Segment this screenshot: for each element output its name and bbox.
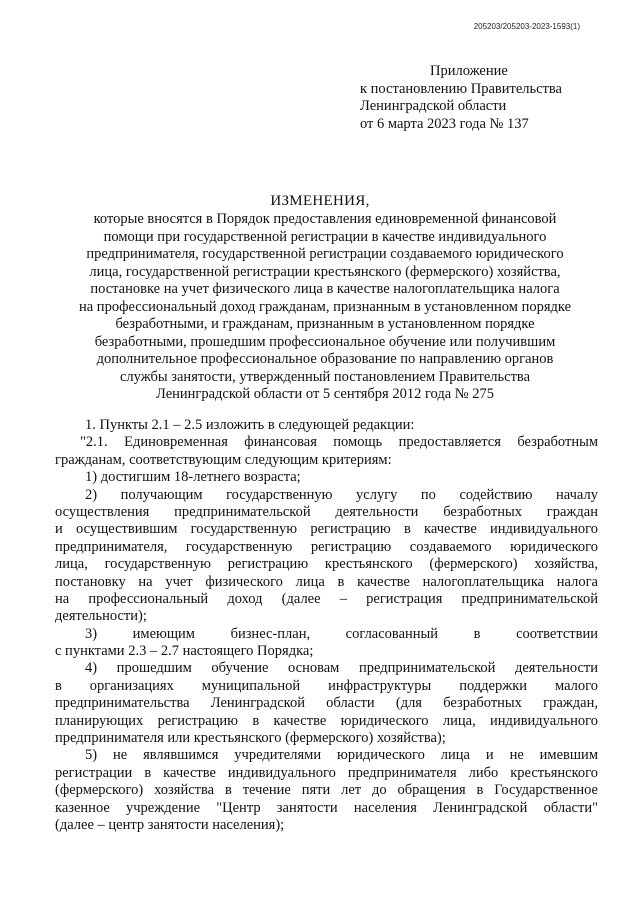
appendix-region: Ленинградской области bbox=[360, 98, 507, 114]
body-line: планирующих регистрацию в качестве юридического лица, индивидуального bbox=[55, 712, 598, 729]
body-line: 4) прошедшим обучение основам предпринимательской деятельности bbox=[85, 660, 598, 677]
subtitle-line: службы занятости, утвержденный постановлением Правительства bbox=[119, 368, 531, 385]
body-line: (далее – центр занятости населения); bbox=[55, 816, 285, 833]
body-line: в организациях муниципальной инфраструктуры поддержки малого bbox=[55, 677, 598, 694]
body-line: гражданам, соответствующим следующим критериям: bbox=[55, 451, 392, 468]
body-line: постановку на учет физического лица в качестве налогоплательщика налога bbox=[55, 573, 598, 590]
subtitle-line: безработными, и гражданам, признанным в установленном порядке bbox=[115, 316, 535, 332]
document-subtitle bbox=[55, 211, 595, 404]
appendix-date-number: от 6 марта 2023 года № 137 bbox=[360, 115, 529, 132]
subtitle-line: лица, государственной регистрации крестьянского (фермерского) хозяйства, bbox=[89, 263, 561, 280]
body-line: предпринимательства Ленинградской области (для безработных граждан, bbox=[55, 695, 598, 712]
body-line: и осуществившим государственную регистрацию в качестве индивидуального bbox=[55, 521, 598, 538]
subtitle-line: постановке на учет физического лица в качестве налогоплательщика налога bbox=[90, 281, 560, 297]
appendix-header bbox=[360, 63, 610, 133]
subtitle-line: которые вносятся в Порядок предоставления единовременной финансовой bbox=[93, 211, 557, 227]
body-line: 1) достигшим 18-летнего возраста; bbox=[85, 469, 301, 486]
document-id: 205203/205203-2023-1593(1) bbox=[473, 22, 580, 31]
subtitle-line: помощи при государственной регистрации в качестве индивидуального bbox=[103, 228, 547, 245]
body-line: 2) получающим государственную услугу по содействию началу bbox=[85, 486, 598, 503]
body-line: казенное учреждение "Центр занятости населения Ленинградской области" bbox=[55, 799, 598, 816]
body-line: предпринимателя или крестьянского (фермерского) хозяйства); bbox=[55, 730, 446, 747]
body-line: осуществления предпринимательской деятельности безработных граждан bbox=[55, 503, 598, 520]
body-line: предпринимателя, государственную регистрацию создаваемого юридического bbox=[55, 538, 598, 555]
subtitle-line: на профессиональный доход гражданам, признанным в установленном порядке bbox=[78, 298, 572, 315]
body-line: деятельности); bbox=[55, 608, 147, 625]
body-line: 5) не являвшимся учредителями юридического лица и не имевшим bbox=[85, 747, 598, 764]
document-title: ИЗМЕНЕНИЯ, bbox=[270, 193, 370, 209]
subtitle-line: безработными, прошедшим профессиональное обучение или получившим bbox=[94, 333, 556, 350]
subtitle-line: предпринимателя, государственной регистрации создаваемого юридического bbox=[86, 246, 564, 262]
body-line: на профессиональный доход (далее – регистрация предпринимательской bbox=[55, 590, 598, 607]
body-line: 3) имеющим бизнес-план, согласованный в соответствии bbox=[85, 625, 598, 642]
body-line: регистрации в качестве индивидуального предпринимателя либо крестьянского bbox=[55, 764, 598, 781]
subtitle-line: дополнительное профессиональное образование по направлению органов bbox=[96, 351, 554, 367]
body-line: лица, государственную регистрацию крестьянского (фермерского) хозяйства, bbox=[55, 556, 598, 573]
document-body bbox=[55, 417, 598, 834]
body-line: 1. Пункты 2.1 – 2.5 изложить в следующей редакции: bbox=[85, 417, 415, 433]
appendix-label: Приложение bbox=[430, 63, 508, 79]
body-line: (фермерского) хозяйства в течение пяти лет до обращения в Государственное bbox=[55, 782, 598, 799]
body-line: "2.1. Единовременная финансовая помощь предоставляется безработным bbox=[80, 434, 598, 451]
body-line: с пунктами 2.3 – 2.7 настоящего Порядка; bbox=[55, 643, 314, 660]
subtitle-line: Ленинградской области от 5 сентября 2012 года № 275 bbox=[155, 386, 495, 402]
appendix-resolution-ref: к постановлению Правительства bbox=[360, 80, 562, 97]
